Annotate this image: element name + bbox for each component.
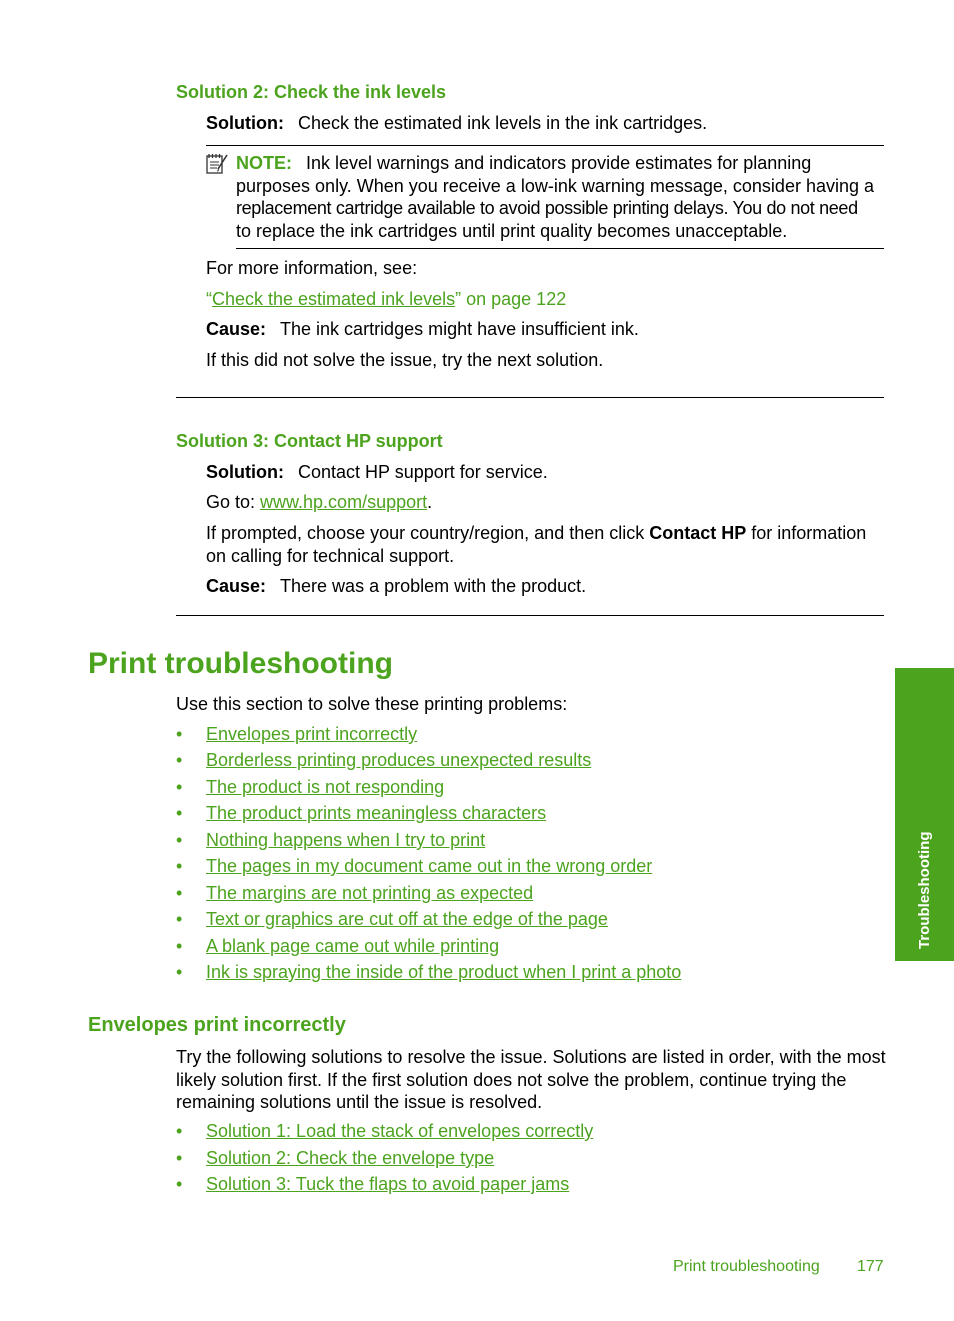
bullet-marker: •: [176, 777, 183, 797]
link-borderless-printing[interactable]: Borderless printing produces unexpected results: [206, 750, 592, 770]
link-open-quote: “: [206, 289, 212, 309]
solution-label: Solution:: [206, 462, 284, 482]
page-title: Print troubleshooting: [88, 647, 393, 680]
solution-3-cause-line: [206, 575, 586, 598]
link-margins[interactable]: The margins are not printing as expected: [206, 883, 534, 903]
cause-text: The ink cartridges might have insufficient ink.: [280, 319, 639, 339]
note-box: [236, 152, 886, 242]
note-label: NOTE:: [236, 153, 292, 173]
footer-section-name: Print troubleshooting: [673, 1258, 820, 1275]
solution-2-solution-line: [206, 112, 707, 135]
envelopes-intro-line-3: remaining solutions until the issue is resolved.: [176, 1092, 543, 1112]
link-blank-page[interactable]: A blank page came out while printing: [206, 936, 500, 956]
prompt-post: for information: [746, 523, 867, 543]
note-pad-icon: [205, 152, 229, 176]
goto-prefix: Go to:: [206, 492, 261, 512]
prompt-paragraph: [206, 522, 886, 567]
bullet-marker: •: [176, 1174, 183, 1194]
link-envelope-solution-1[interactable]: Solution 1: Load the stack of envelopes correctly: [206, 1121, 594, 1141]
link-wrong-order[interactable]: The pages in my document came out in the wrong order: [206, 856, 653, 876]
bullet-marker: •: [176, 962, 183, 982]
section-divider-2: [176, 615, 884, 616]
bullet-marker: •: [176, 830, 183, 850]
envelopes-intro: [176, 1046, 888, 1114]
side-tab-label: Troubleshooting: [916, 831, 933, 949]
bullet-marker: •: [176, 724, 183, 744]
next-solution-text: If this did not solve the issue, try the next solution.: [206, 350, 604, 370]
envelopes-intro-line-2: likely solution first. If the first solution does not solve the problem, continue trying the: [176, 1069, 847, 1090]
envelopes-heading: Envelopes print incorrectly: [88, 1014, 346, 1036]
bullet-marker: •: [176, 750, 183, 770]
bullet-marker: •: [176, 1148, 183, 1168]
solution-2-cause-line: [206, 318, 639, 341]
solution-text: Check the estimated ink levels in the ink cartridges.: [297, 113, 708, 133]
contact-hp-label: Contact HP: [649, 523, 747, 543]
bullet-marker: •: [176, 909, 183, 929]
solution-text: Contact HP support for service.: [297, 462, 548, 482]
link-envelope-solution-2[interactable]: Solution 2: Check the envelope type: [206, 1148, 495, 1168]
prompt-pre: If prompted, choose your country/region, and then click: [206, 523, 650, 543]
solution-3-solution-line: [206, 461, 548, 484]
print-intro: Use this section to solve these printing problems:: [176, 694, 568, 714]
note-line-3: replacement cartridge available to avoid possible printing delays. You do not need: [236, 198, 858, 218]
prompt-line-2: on calling for technical support.: [206, 545, 455, 566]
section-divider-1: [176, 397, 884, 398]
link-nothing-happens[interactable]: Nothing happens when I try to print: [206, 830, 486, 850]
bullet-marker: •: [176, 936, 183, 956]
footer-page-number: 177: [857, 1258, 884, 1275]
link-ink-spraying[interactable]: Ink is spraying the inside of the product when I print a photo: [206, 962, 682, 982]
cause-label: Cause:: [206, 319, 267, 339]
envelopes-intro-line-1: Try the following solutions to resolve the issue. Solutions are listed in order, with the most: [176, 1047, 886, 1067]
solution-2-heading: Solution 2: Check the ink levels: [176, 82, 447, 102]
note-line-4: to replace the ink cartridges until print quality becomes unacceptable.: [236, 220, 788, 241]
link-meaningless-characters[interactable]: The product prints meaningless characters: [206, 803, 547, 823]
note-top-rule: [206, 145, 884, 146]
section-side-tab: [895, 668, 954, 961]
bullet-marker: •: [176, 856, 183, 876]
bullet-marker: •: [176, 1121, 183, 1141]
bullet-marker: •: [176, 803, 183, 823]
note-line-1: Ink level warnings and indicators provide estimates for planning: [306, 153, 812, 173]
note-line-2: purposes only. When you receive a low-ink warning message, consider having a: [236, 175, 874, 196]
solution-label: Solution:: [206, 113, 284, 133]
ink-levels-link-line: [206, 288, 566, 311]
goto-suffix: .: [427, 492, 433, 512]
hp-support-link[interactable]: www.hp.com/support: [260, 492, 428, 512]
solution-3-heading: Solution 3: Contact HP support: [176, 431, 443, 451]
note-bottom-rule: [236, 248, 884, 249]
cause-text: There was a problem with the product.: [280, 576, 587, 596]
link-envelope-solution-3[interactable]: Solution 3: Tuck the flaps to avoid paper jams: [206, 1174, 570, 1194]
link-page-ref: ” on page 122: [455, 289, 567, 309]
check-ink-levels-link[interactable]: Check the estimated ink levels: [212, 289, 456, 309]
bullet-marker: •: [176, 883, 183, 903]
cause-label: Cause:: [206, 576, 267, 596]
link-envelopes-print-incorrectly[interactable]: Envelopes print incorrectly: [206, 724, 418, 744]
link-cut-off[interactable]: Text or graphics are cut off at the edge of the page: [206, 909, 608, 929]
link-product-not-responding[interactable]: The product is not responding: [206, 777, 445, 797]
goto-line: [206, 491, 432, 514]
more-info-text: For more information, see:: [206, 258, 418, 278]
